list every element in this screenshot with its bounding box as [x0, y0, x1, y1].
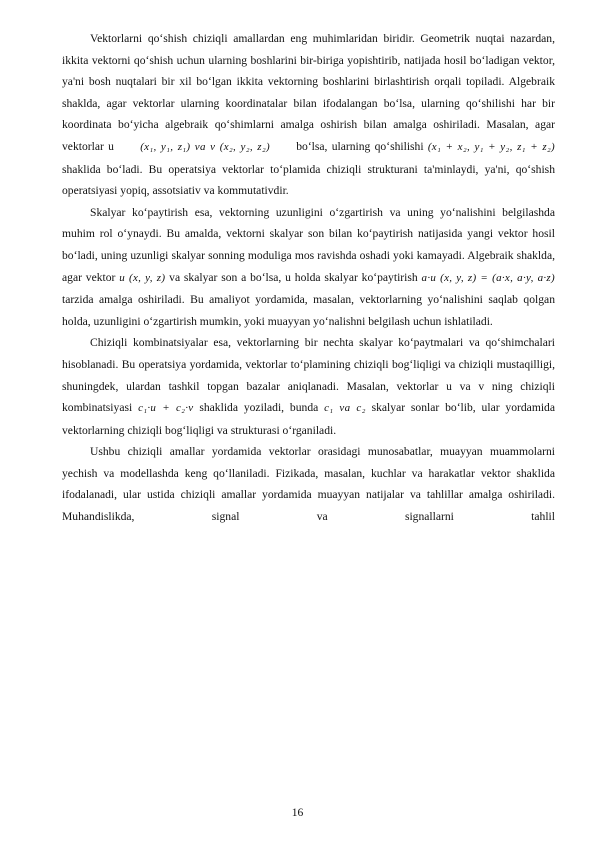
- formula-vector-u: u (x, y, z): [119, 271, 166, 284]
- document-body: [62, 28, 555, 528]
- paragraph-applications: [62, 441, 555, 527]
- p2-text-3: tarzida amalga oshiriladi. Bu amaliyot yordamida, masalan, vektorlarning yo‘nalishini saqlab qolgan holda, uzunligini o‘zgartirish mumkin, yoki muayyan yo‘nalishni belgilash uchun ishlatiladi.: [62, 293, 555, 328]
- formula-linear-combination: c₁·u + c₂·v: [138, 402, 194, 415]
- paragraph-scalar-multiplication: [62, 202, 555, 333]
- p4-text-1: Ushbu chiziqli amallar yordamida vektorlar orasidagi munosabatlar, muayyan muammolarni yechish va modellashda keng qo‘llaniladi. Fizikada, masalan, kuchlar va harakatlar vektor shaklida ifodalanadi, ular ustida chiziqli amallar yordamida muayyan natijalar va tahlillar amalga oshiriladi. Muhandislikda, signal va signallarni tahlil: [62, 445, 555, 524]
- p2-text-2: va skalyar son a bo‘lsa, u holda skalyar ko‘paytirish: [169, 270, 418, 284]
- p3-text-2: shaklida yoziladi, bunda: [199, 401, 319, 415]
- p3-text-3: skalyar sonlar bo‘lib, ular yordamida vektorlarning chiziqli bog‘liqligi va strukturasi o‘rganiladi.: [62, 401, 555, 437]
- p2-text-1: Skalyar ko‘paytirish esa, vektorning uzunligini o‘zgartirish va uning yo‘nalishini belgilashda muhim rol o‘ynaydi. Bu amalda, vektorni skalyar son bilan ko‘paytirish natijasida yangi vektor hosil bo‘ladi, uning uzunligi skalyar sonning moduliga mos ravishda oshadi yoki kamayadi. Algebraik shaklda, agar vektor: [62, 205, 555, 284]
- formula-vector-sum: (x₁ + x₂, y₁ + y₂, z₁ + z₂): [427, 140, 555, 153]
- page-number: 16: [291, 806, 304, 819]
- p1-text-3: shaklida bo‘ladi. Bu operatsiya vektorlar to‘plamida chiziqli strukturani ta'minlaydi, ya'ni, qo‘shish operatsiyasi yopiq, assotsiativ va kommutativdir.: [62, 162, 555, 198]
- p1-text-1: Vektorlarni qo‘shish chiziqli amallardan eng muhimlaridan biridir. Geometrik nuqtai nazardan, ikkita vektorni qo‘shish uchun ularning boshlarini bir-biriga yopishtirib, natijada hosil bo‘ladigan vektor, ya'ni bosh nuqtalari bir xil bo‘lgan ikkita vektorning boshlarini birlashtirish orqali topiladi. Algebraik shaklda, agar vektorlar ularning koordinatalar bilan ifodalangan bo‘lsa, ularning qo‘shilishi har bir koordinata bo‘yicha algebraik qo‘shimlarni amalga oshirish bilan amalga oshiriladi. Masalan, agar vektorlar u: [62, 32, 555, 153]
- formula-scalar-product: a·u (x, y, z) = (a·x, a·y, a·z): [421, 271, 555, 284]
- paragraph-linear-combinations: [62, 332, 555, 441]
- formula-vectors-u-v: (x₁, y₁, z₁) va v (x₂, y₂, z₂): [140, 140, 270, 153]
- p1-text-2: bo‘lsa, ularning qo‘shilishi: [296, 139, 424, 153]
- formula-coefficients: c₁ va c₂: [324, 402, 366, 415]
- paragraph-vector-addition: [62, 28, 555, 202]
- p3-text-1: Chiziqli kombinatsiyalar esa, vektorlarning bir nechta skalyar ko‘paytmalari va qo‘shimchalari hisoblanadi. Bu operatsiya yordamida, vektorlar to‘plamining chiziqli bog‘liqligi va chiziqli mustaqilligi, shuningdek, ulardan tashkil topgan bazalar aniqlanadi. Masalan, vektorlar u va v ning chiziqli kombinatsiyasi: [62, 336, 555, 415]
